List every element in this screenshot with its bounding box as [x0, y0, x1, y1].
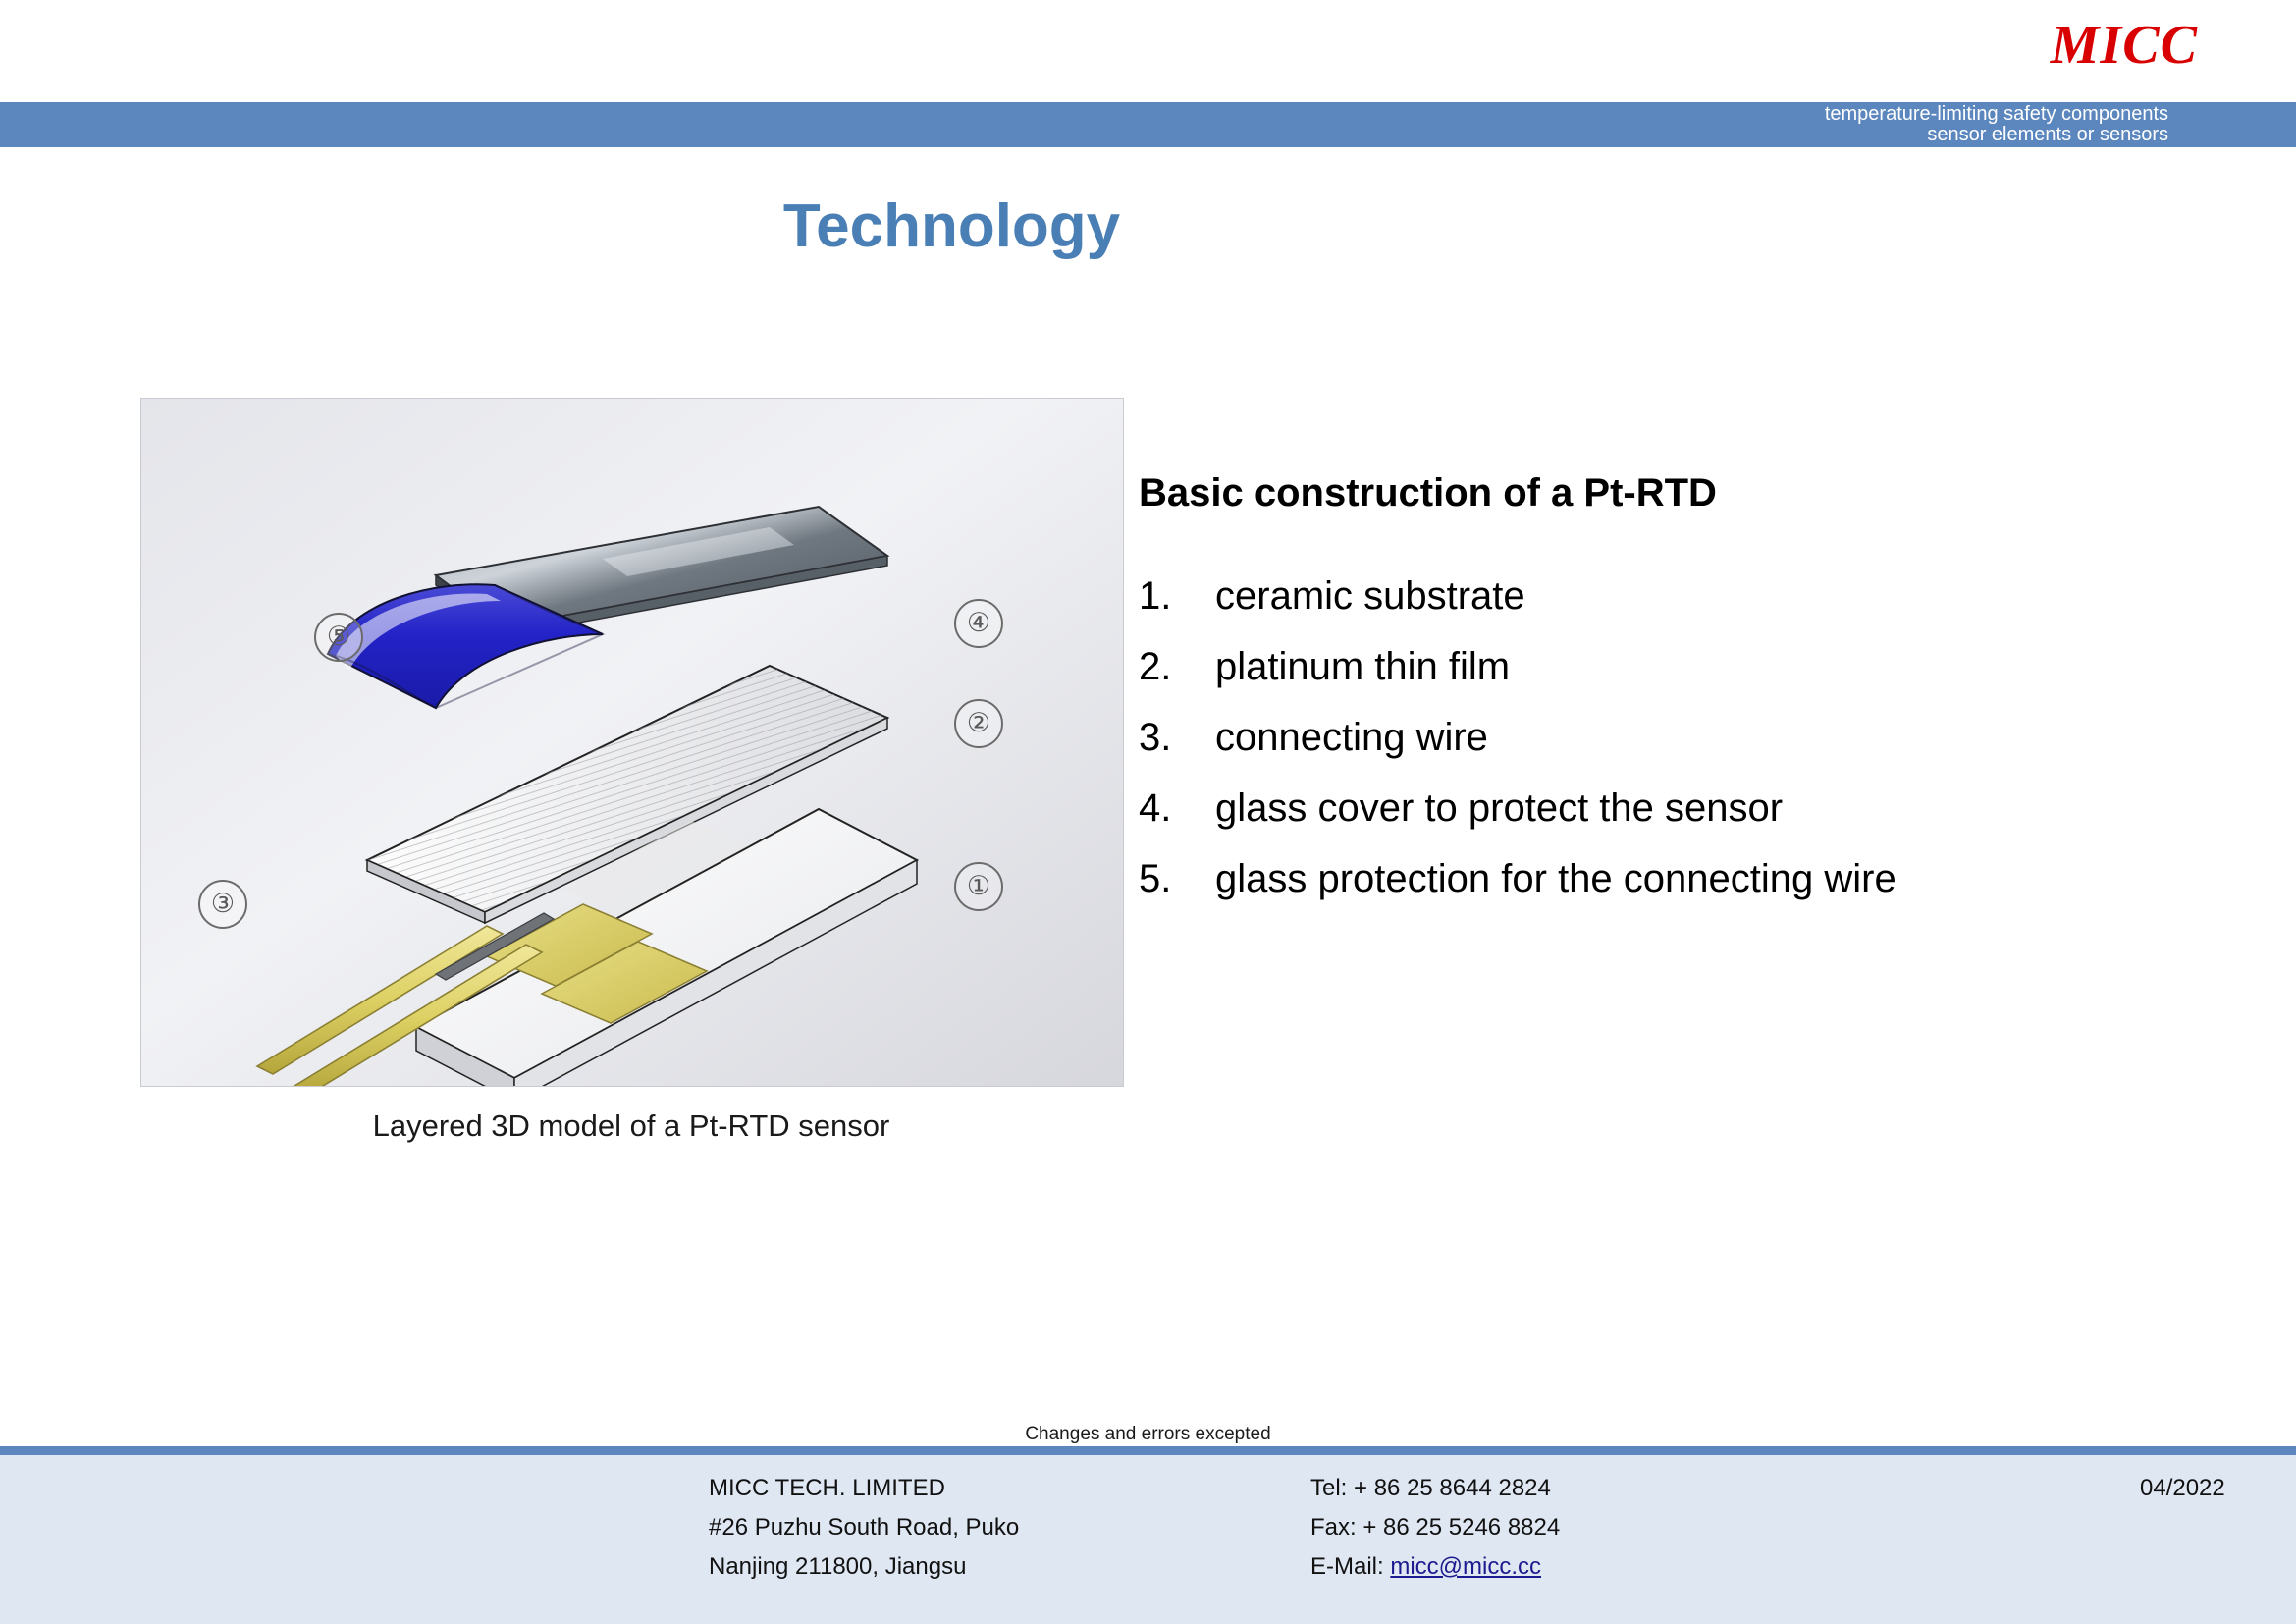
page-title-text: Technology: [782, 192, 1121, 260]
footer-email-link[interactable]: micc@micc.cc: [1390, 1553, 1542, 1580]
list-item: [1139, 645, 2228, 689]
list-item-number: 5.: [1139, 857, 1172, 900]
list-item: [1139, 574, 2228, 619]
list-item-number: 1.: [1139, 574, 1172, 618]
list-item: [1139, 857, 2228, 901]
callout-5: ⑤: [314, 613, 363, 662]
header-bar: [0, 102, 2296, 147]
list-item-label: ceramic substrate: [1215, 574, 1525, 618]
list-item-label: connecting wire: [1215, 716, 1488, 759]
footer-company: MICC TECH. LIMITED: [709, 1475, 945, 1501]
header-tagline: [1825, 104, 2168, 145]
list-item: [1139, 786, 2228, 831]
footer-tel: Tel: + 86 25 8644 2824: [1310, 1475, 1551, 1501]
footer-date: 04/2022: [2140, 1475, 2225, 1501]
footer-divider: [0, 1446, 2296, 1455]
construction-list: [1139, 574, 2228, 901]
list-item-label: glass protection for the connecting wire: [1215, 857, 1896, 900]
callout-3: ③: [198, 880, 247, 929]
list-item-number: 2.: [1139, 645, 1172, 688]
list-item-label: platinum thin film: [1215, 645, 1511, 688]
footer-fax: Fax: + 86 25 5246 8824: [1310, 1514, 1561, 1541]
footer-address-line1: #26 Puzhu South Road, Puko: [709, 1514, 1020, 1541]
header-tagline-line1: temperature-limiting safety components: [1824, 103, 2168, 125]
list-item-number: 4.: [1139, 786, 1172, 830]
footer-disclaimer: Changes and errors excepted: [1025, 1424, 1271, 1444]
footer-email-row: [1310, 1547, 1560, 1587]
header-tagline-line2: sensor elements or sensors: [1927, 124, 2168, 145]
footer-contact: [1310, 1469, 1560, 1587]
callout-4: ④: [954, 599, 1003, 648]
figure-block: [140, 398, 1122, 1144]
list-item-label: glass cover to protect the sensor: [1215, 786, 1784, 830]
footer-address-line2: Nanjing 211800, Jiangsu: [709, 1553, 967, 1580]
list-item-number: 3.: [1139, 716, 1172, 759]
page-title: [0, 191, 2296, 261]
content-heading: Basic construction of a Pt-RTD: [1139, 471, 1717, 514]
callout-2: ②: [954, 699, 1003, 748]
footer-address: [709, 1469, 1019, 1587]
footer-email-label: E-Mail:: [1310, 1553, 1384, 1580]
figure-caption: Layered 3D model of a Pt-RTD sensor: [372, 1109, 890, 1143]
micc-logo: MICC: [2050, 15, 2198, 76]
sensor-diagram-image: [140, 398, 1124, 1087]
callout-1: ①: [954, 862, 1003, 911]
list-item: [1139, 716, 2228, 760]
footer-content: [0, 1465, 2296, 1602]
content-panel: [1139, 471, 2228, 928]
